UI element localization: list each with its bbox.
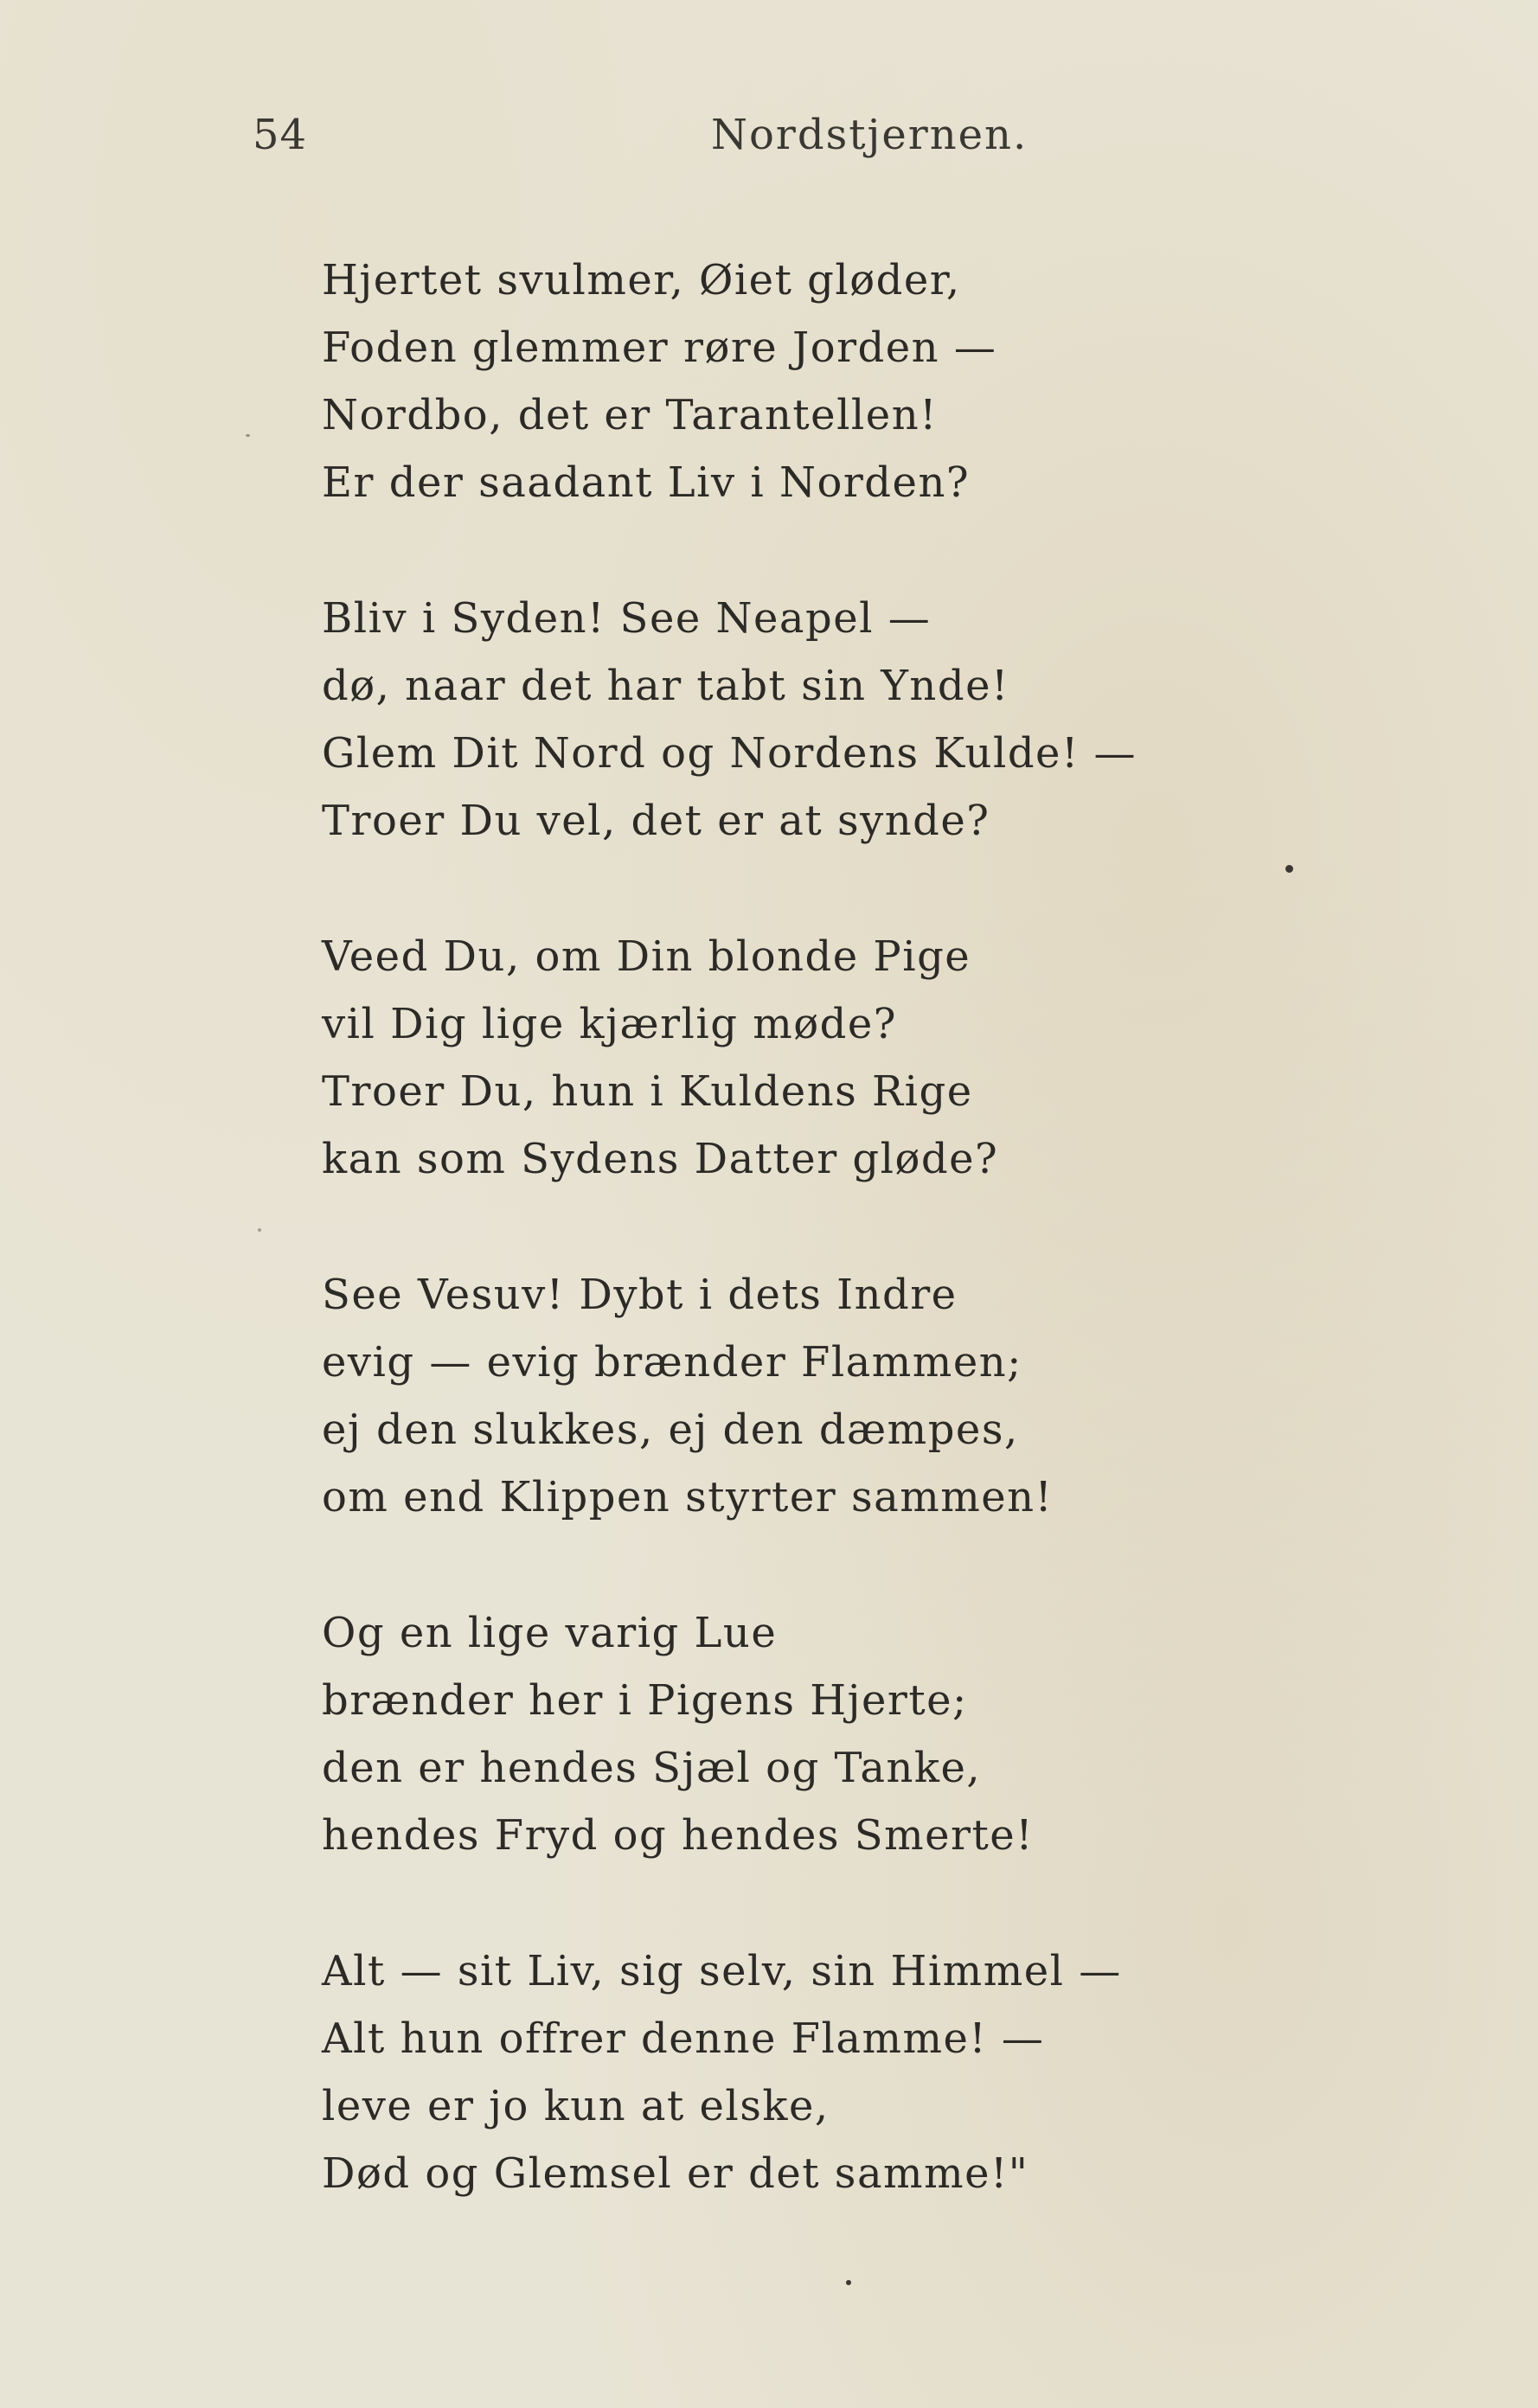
page-number: 54 <box>253 111 308 159</box>
running-head: Nordstjernen. <box>711 111 1029 159</box>
page-header <box>253 111 1029 171</box>
stanza <box>322 923 1230 1193</box>
poem-line: Alt hun offrer denne Flamme! — <box>322 2014 1045 2063</box>
paper-speck <box>258 1228 261 1232</box>
poem-line: See Vesuv! Dybt i dets Indre <box>322 1271 958 1319</box>
stanza <box>322 247 1230 516</box>
poem-line: den er hendes Sjæl og Tanke, <box>322 1744 982 1792</box>
poem-line: vil Dig lige kjærlig møde? <box>322 1000 897 1048</box>
poem <box>322 247 1230 2276</box>
stanza <box>322 1599 1230 1869</box>
poem-line: evig — evig brænder Flammen; <box>322 1338 1022 1387</box>
stanza <box>322 1261 1230 1531</box>
poem-line: Død og Glemsel er det samme!" <box>322 2149 1029 2198</box>
poem-line: Veed Du, om Din blonde Pige <box>322 932 971 981</box>
poem-line: Alt — sit Liv, sig selv, sin Himmel — <box>322 1947 1122 1995</box>
stanza <box>322 585 1230 855</box>
poem-line: Og en lige varig Lue <box>322 1609 778 1657</box>
poem-line: Hjertet svulmer, Øiet gløder, <box>322 256 961 304</box>
stanza <box>322 1937 1230 2207</box>
poem-line: leve er jo kun at elske, <box>322 2082 830 2130</box>
paper-speck <box>246 434 250 437</box>
poem-line: Foden glemmer røre Jorden — <box>322 323 997 372</box>
poem-line: kan som Sydens Datter gløde? <box>322 1135 999 1183</box>
poem-line: Glem Dit Nord og Nordens Kulde! — <box>322 729 1137 778</box>
poem-line: hendes Fryd og hendes Smerte! <box>322 1811 1034 1860</box>
poem-line: Er der saadant Liv i Norden? <box>322 458 971 507</box>
poem-line: ej den slukkes, ej den dæmpes, <box>322 1406 1019 1454</box>
poem-line: Troer Du, hun i Kuldens Rige <box>322 1067 973 1116</box>
poem-line: om end Klippen styrter sammen! <box>322 1473 1054 1521</box>
poem-line: brænder her i Pigens Hjerte; <box>322 1676 968 1725</box>
poem-line: Nordbo, det er Tarantellen! <box>322 391 938 439</box>
poem-line: dø, naar det har tabt sin Ynde! <box>322 662 1009 710</box>
paper-speck <box>1285 865 1293 873</box>
poem-line: Troer Du vel, det er at synde? <box>322 797 990 845</box>
poem-line: Bliv i Syden! See Neapel — <box>322 594 932 643</box>
paper-speck <box>846 2280 851 2285</box>
